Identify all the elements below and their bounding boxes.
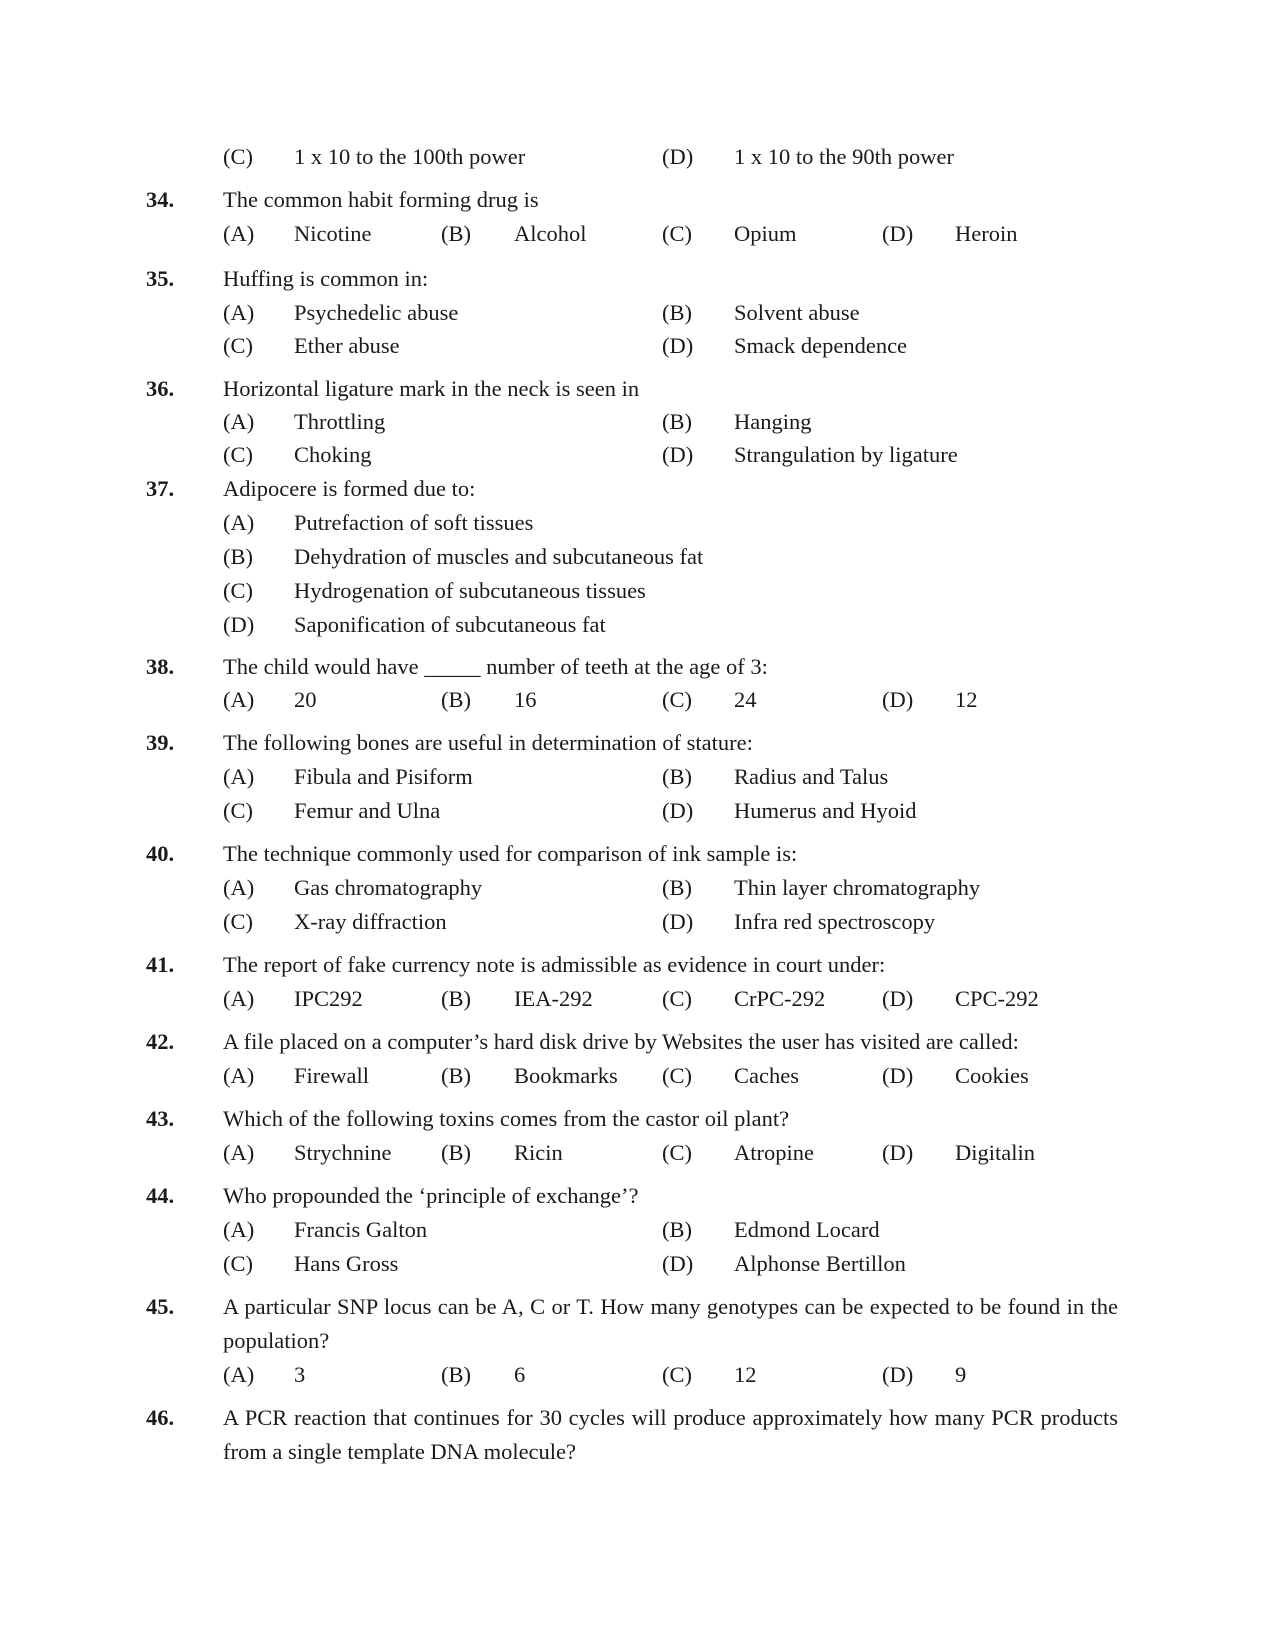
question-number: 37. <box>146 476 175 501</box>
option-text: Saponification of subcutaneous fat <box>294 612 606 637</box>
option-text: 12 <box>955 687 978 712</box>
option-text: Thin layer chromatography <box>734 875 981 900</box>
option-label: (B) <box>662 409 692 434</box>
option-label: (A) <box>223 986 255 1011</box>
option-text: Hans Gross <box>294 1251 399 1276</box>
option-label: (D) <box>223 612 255 637</box>
option-label: (D) <box>662 442 694 467</box>
option-label: (D) <box>882 1063 914 1088</box>
option-label: (B) <box>441 986 471 1011</box>
option-label: (C) <box>223 1251 253 1276</box>
option-label: (A) <box>223 1217 255 1242</box>
option-label: (B) <box>441 1362 471 1387</box>
option-label: (D) <box>882 221 914 246</box>
option-text: IEA-292 <box>514 986 593 1011</box>
question-number: 34. <box>146 187 175 212</box>
option-text: 1 x 10 to the 90th power <box>734 144 954 169</box>
option-text: 16 <box>514 687 537 712</box>
question-number: 45. <box>146 1294 175 1319</box>
option-text: Ricin <box>514 1140 563 1165</box>
option-text: Gas chromatography <box>294 875 483 900</box>
option-label: (C) <box>662 1063 692 1088</box>
option-label: (A) <box>223 875 255 900</box>
option-label: (D) <box>662 144 694 169</box>
option-label: (B) <box>662 1217 692 1242</box>
option-label: (C) <box>223 442 253 467</box>
option-label: (D) <box>662 333 694 358</box>
option-label: (A) <box>223 510 255 535</box>
option-text: 20 <box>294 687 317 712</box>
option-text: Nicotine <box>294 221 372 246</box>
option-text: Heroin <box>955 221 1018 246</box>
question-number: 43. <box>146 1106 175 1131</box>
option-label: (A) <box>223 221 255 246</box>
option-label: (B) <box>441 1063 471 1088</box>
option-text: Choking <box>294 442 372 467</box>
option-text: Femur and Ulna <box>294 798 441 823</box>
option-text: Atropine <box>734 1140 814 1165</box>
question-stem: Who propounded the ‘principle of exchange’? <box>223 1183 639 1208</box>
question-stem: A particular SNP locus can be A, C or T. How many genotypes can be expected to be found in the population? <box>223 1294 1118 1353</box>
question-stem: Adipocere is formed due to: <box>223 476 476 501</box>
question-number: 40. <box>146 841 175 866</box>
option-label: (D) <box>662 798 694 823</box>
option-text: X-ray diffraction <box>294 909 447 934</box>
option-label: (C) <box>662 1140 692 1165</box>
option-label: (B) <box>662 764 692 789</box>
option-label: (C) <box>662 687 692 712</box>
question-stem: The common habit forming drug is <box>223 187 539 212</box>
option-label: (C) <box>223 578 253 603</box>
option-text: Strangulation by ligature <box>734 442 958 467</box>
option-text: 9 <box>955 1362 967 1387</box>
question-number: 35. <box>146 266 175 291</box>
option-text: 12 <box>734 1362 757 1387</box>
option-text: CPC-292 <box>955 986 1039 1011</box>
question-stem: The child would have _____ number of teeth at the age of 3: <box>223 654 768 679</box>
option-label: (A) <box>223 1063 255 1088</box>
question-stem: Horizontal ligature mark in the neck is seen in <box>223 376 640 401</box>
question-number: 38. <box>146 654 175 679</box>
option-label: (C) <box>223 144 253 169</box>
option-text: Edmond Locard <box>734 1217 880 1242</box>
option-label: (B) <box>223 544 253 569</box>
option-text: 3 <box>294 1362 306 1387</box>
option-text: Humerus and Hyoid <box>734 798 917 823</box>
question-stem: A file placed on a computer’s hard disk drive by Websites the user has visited are called: <box>223 1029 1019 1054</box>
question-stem: A PCR reaction that continues for 30 cycles will produce approximately how many PCR products from a single template DNA molecule? <box>223 1405 1118 1464</box>
question-number: 46. <box>146 1405 175 1430</box>
option-text: 6 <box>514 1362 526 1387</box>
option-text: IPC292 <box>294 986 363 1011</box>
option-text: Ether abuse <box>294 333 400 358</box>
option-text: Throttling <box>294 409 386 434</box>
option-label: (A) <box>223 409 255 434</box>
option-text: Strychnine <box>294 1140 392 1165</box>
option-text: Psychedelic abuse <box>294 300 459 325</box>
option-label: (C) <box>223 798 253 823</box>
option-label: (A) <box>223 1362 255 1387</box>
option-text: CrPC-292 <box>734 986 826 1011</box>
option-label: (B) <box>441 687 471 712</box>
question-stem: The technique commonly used for comparison of ink sample is: <box>223 841 798 866</box>
option-text: Putrefaction of soft tissues <box>294 510 534 535</box>
question-number: 41. <box>146 952 175 977</box>
question-number: 42. <box>146 1029 175 1054</box>
option-label: (C) <box>662 986 692 1011</box>
question-number: 44. <box>146 1183 175 1208</box>
option-label: (B) <box>662 875 692 900</box>
option-label: (C) <box>223 333 253 358</box>
option-label: (A) <box>223 300 255 325</box>
option-text: Solvent abuse <box>734 300 860 325</box>
option-label: (B) <box>662 300 692 325</box>
option-label: (A) <box>223 1140 255 1165</box>
question-stem: Huffing is common in: <box>223 266 429 291</box>
option-text: Fibula and Pisiform <box>294 764 473 789</box>
option-label: (D) <box>882 1362 914 1387</box>
question-stem: The following bones are useful in determination of stature: <box>223 730 753 755</box>
question-stem: Which of the following toxins comes from the castor oil plant? <box>223 1106 790 1131</box>
option-text: Bookmarks <box>514 1063 618 1088</box>
option-label: (D) <box>662 1251 694 1276</box>
option-label: (C) <box>662 221 692 246</box>
option-text: Alcohol <box>514 221 587 246</box>
option-text: Caches <box>734 1063 799 1088</box>
option-text: Francis Galton <box>294 1217 428 1242</box>
option-label: (B) <box>441 221 471 246</box>
option-label: (B) <box>441 1140 471 1165</box>
option-text: 24 <box>734 687 757 712</box>
option-text: Hanging <box>734 409 812 434</box>
option-label: (C) <box>662 1362 692 1387</box>
option-label: (A) <box>223 687 255 712</box>
option-text: Infra red spectroscopy <box>734 909 936 934</box>
option-label: (D) <box>882 687 914 712</box>
option-text: Firewall <box>294 1063 369 1088</box>
option-label: (D) <box>882 1140 914 1165</box>
option-text: Smack dependence <box>734 333 908 358</box>
option-label: (A) <box>223 764 255 789</box>
option-label: (C) <box>223 909 253 934</box>
question-stem: The report of fake currency note is admissible as evidence in court under: <box>223 952 886 977</box>
option-text: 1 x 10 to the 100th power <box>294 144 526 169</box>
option-text: Dehydration of muscles and subcutaneous fat <box>294 544 704 569</box>
option-text: Digitalin <box>955 1140 1035 1165</box>
option-label: (D) <box>882 986 914 1011</box>
option-text: Cookies <box>955 1063 1029 1088</box>
option-text: Opium <box>734 221 797 246</box>
question-number: 36. <box>146 376 175 401</box>
option-text: Hydrogenation of subcutaneous tissues <box>294 578 646 603</box>
option-text: Alphonse Bertillon <box>734 1251 906 1276</box>
option-text: Radius and Talus <box>734 764 889 789</box>
question-number: 39. <box>146 730 175 755</box>
option-label: (D) <box>662 909 694 934</box>
